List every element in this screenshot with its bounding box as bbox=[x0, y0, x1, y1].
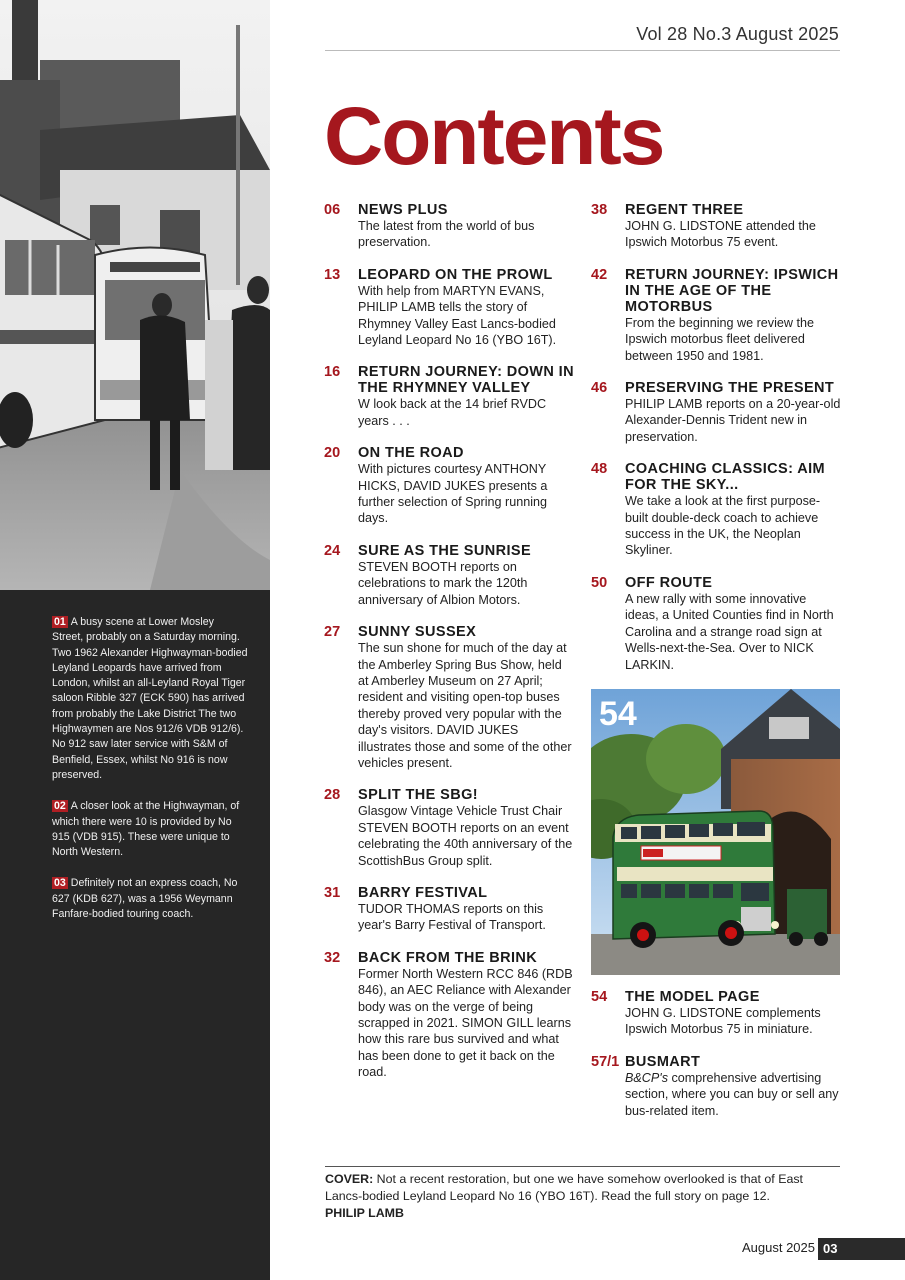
entry-description: JOHN G. LIDSTONE complements Ipswich Motorbus 75 in miniature. bbox=[625, 1005, 821, 1037]
caption-number: 01 bbox=[54, 616, 66, 628]
entry-page-number: 20 bbox=[324, 445, 341, 462]
magazine-name: B&CP's bbox=[625, 1070, 668, 1085]
entry-page-number: 50 bbox=[591, 574, 608, 591]
contents-entry[interactable] bbox=[591, 1054, 841, 1119]
contents-entry[interactable] bbox=[591, 202, 841, 251]
contents-entry[interactable] bbox=[591, 989, 841, 1038]
entry-page-number: 42 bbox=[591, 266, 608, 283]
entry-description: Glasgow Vintage Vehicle Trust Chair STEVEN BOOTH reports on an event celebrating the 40th anniversary of the ScottishBus Group split. bbox=[358, 804, 573, 868]
bus-station-photo bbox=[0, 0, 270, 590]
entry-description: The latest from the world of bus preservation. bbox=[358, 219, 535, 250]
entry-title: RETURN JOURNEY: DOWN IN THE RHYMNEY VALLEY bbox=[358, 364, 574, 397]
cover-note bbox=[325, 1171, 843, 1222]
entry-page-number: 31 bbox=[324, 884, 341, 901]
entry-title: BARRY FESTIVAL bbox=[358, 884, 488, 901]
entry-description: JOHN G. LIDSTONE attended the Ipswich Motorbus 75 event. bbox=[625, 219, 816, 250]
contents-entry[interactable] bbox=[324, 202, 574, 251]
entry-page-number: 24 bbox=[324, 542, 341, 559]
entry-description: We take a look at the first purpose-built double-deck coach to achieve success in the UK, the Neoplan Skyliner. bbox=[625, 494, 821, 558]
caption-number: 03 bbox=[54, 877, 66, 890]
caption-02 bbox=[52, 799, 248, 860]
issue-label: Vol 28 No.3 August 2025 bbox=[636, 24, 839, 44]
contents-entry[interactable] bbox=[324, 543, 574, 608]
entry-title: THE MODEL PAGE bbox=[625, 988, 760, 1005]
entry-description: W look back at the 14 brief RVDC years . . . bbox=[358, 397, 547, 428]
entry-title: LEOPARD ON THE PROWL bbox=[358, 266, 553, 283]
page-number: 03 bbox=[823, 1241, 838, 1256]
entry-description: The sun shone for much of the day at the Amberley Spring Bus Show, held at Amberley Museum on 27 April; resident and visiting open-top buses thereby proved very popular with the day's visitors. DAVID JUKES illustrates those and some of the other vehicles present. bbox=[358, 641, 572, 770]
entry-title: BUSMART bbox=[625, 1053, 701, 1070]
entry-description-text: comprehensive advertising section, where you can buy or sell any bus-related item. bbox=[625, 1070, 839, 1118]
caption-text: Definitely not an express coach, No 627 (KDB 627), was a 1956 Weymann Fanfare-bodied touring coach. bbox=[52, 877, 238, 921]
entry-description: With pictures courtesy ANTHONY HICKS, DAVID JUKES presents a further selection of Spring running days. bbox=[358, 462, 548, 526]
contents-entry[interactable] bbox=[324, 787, 574, 869]
entry-page-number: 32 bbox=[324, 949, 341, 966]
contents-entry[interactable] bbox=[591, 575, 841, 673]
cover-credit: PHILIP LAMB bbox=[325, 1206, 404, 1220]
entry-title: PRESERVING THE PRESENT bbox=[625, 380, 835, 397]
entry-title: BACK FROM THE BRINK bbox=[358, 949, 538, 966]
photo-page-number: 54 bbox=[599, 694, 637, 733]
entry-description: PHILIP LAMB reports on a 20-year-old Alexander-Dennis Trident new in preservation. bbox=[625, 397, 841, 444]
entry-title: REGENT THREE bbox=[625, 202, 744, 218]
contents-entry[interactable] bbox=[591, 461, 841, 559]
entry-description: TUDOR THOMAS reports on this year's Barry Festival of Transport. bbox=[358, 901, 546, 933]
cover-label: COVER: bbox=[325, 1172, 374, 1186]
entry-page-number: 57/1 bbox=[591, 1053, 620, 1070]
footer-date: August 2025 bbox=[741, 1240, 815, 1255]
entry-description: Former North Western RCC 846 (RDB 846), an AEC Reliance with Alexander body was on the verge of being scrapped in 2021. SIMON GILL learns how this rare bus survived and what has been done to get it back on the road. bbox=[358, 966, 573, 1080]
entry-title: SUNNY SUSSEX bbox=[358, 624, 477, 641]
entry-title: COACHING CLASSICS: AIM FOR THE SKY... bbox=[625, 461, 825, 494]
cover-text: Not a recent restoration, but one we have somehow overlooked is that of East Lancs-bodied Leyland Leopard No 16 (YBO 16T). Read the full story on page 12. bbox=[325, 1172, 803, 1203]
contents-entry[interactable] bbox=[324, 364, 574, 429]
entry-description: STEVEN BOOTH reports on celebrations to mark the 120th anniversary of Albion Motors. bbox=[358, 559, 528, 607]
entry-page-number: 27 bbox=[324, 624, 341, 641]
entry-description: With help from MARTYN EVANS, PHILIP LAMB tells the story of Rhymney Valley East Lancs-bodied Leyland Leopard No 16 (YBO 16T). bbox=[358, 283, 557, 348]
caption-text: A busy scene at Lower Mosley Street, probably on a Saturday morning. Two 1962 Alexander Highwayman-bodied Leyland Leopards have arrived from London, whilst an all-Leyland Royal Tiger saloon Ribble 327 (ECK 590) has arrived from probably the Lake District The two Highwaymen are Nos 912/6 VDB 912/6). No 912 saw later service with S&M of Benfield, Essex, whilst No 916 is now preserved. bbox=[52, 616, 248, 781]
caption-01 bbox=[52, 615, 248, 783]
contents-column-right bbox=[591, 202, 841, 1135]
cover-divider bbox=[325, 1166, 840, 1167]
contents-column-left bbox=[324, 202, 574, 1097]
entry-page-number: 06 bbox=[324, 202, 341, 218]
contents-entry[interactable] bbox=[324, 267, 574, 349]
entry-description: A new rally with some innovative ideas, a United Counties find in North Carolina and a strange road sign at Wells-next-the-Sea. Over to NICK LARKIN. bbox=[625, 591, 834, 672]
contents-entry[interactable] bbox=[591, 380, 841, 445]
entry-page-number: 54 bbox=[591, 988, 608, 1005]
contents-entry[interactable] bbox=[324, 445, 574, 527]
entry-page-number: 48 bbox=[591, 461, 608, 478]
entry-title: SPLIT THE SBG! bbox=[358, 787, 478, 804]
entry-description bbox=[625, 1070, 841, 1119]
contents-entry[interactable] bbox=[324, 885, 574, 934]
entry-page-number: 13 bbox=[324, 266, 341, 283]
entry-description: From the beginning we review the Ipswich motorbus fleet delivered between 1950 and 1981. bbox=[625, 315, 815, 363]
entry-title: OFF ROUTE bbox=[625, 574, 713, 591]
entry-title: SURE AS THE SUNRISE bbox=[358, 542, 532, 559]
page-title: Contents bbox=[324, 91, 664, 182]
contents-entry[interactable] bbox=[591, 267, 841, 364]
entry-page-number: 16 bbox=[324, 364, 341, 381]
entry-page-number: 38 bbox=[591, 202, 608, 218]
contents-entry[interactable] bbox=[324, 950, 574, 1081]
entry-page-number: 28 bbox=[324, 787, 341, 804]
entry-title: NEWS PLUS bbox=[358, 202, 448, 218]
contents-entry[interactable] bbox=[324, 624, 574, 771]
entry-title: RETURN JOURNEY: IPSWICH IN THE AGE OF THE MOTORBUS bbox=[625, 266, 839, 315]
caption-03 bbox=[52, 876, 248, 922]
header-divider bbox=[325, 50, 840, 51]
model-bus-photo[interactable] bbox=[591, 689, 840, 975]
entry-page-number: 46 bbox=[591, 380, 608, 397]
caption-panel bbox=[0, 590, 270, 1280]
entry-title: ON THE ROAD bbox=[358, 445, 464, 462]
caption-number: 02 bbox=[54, 800, 66, 813]
caption-text: A closer look at the Highwayman, of which there were 10 is provided by No 915 (VDB 915). These were unique to North Western. bbox=[52, 800, 240, 859]
